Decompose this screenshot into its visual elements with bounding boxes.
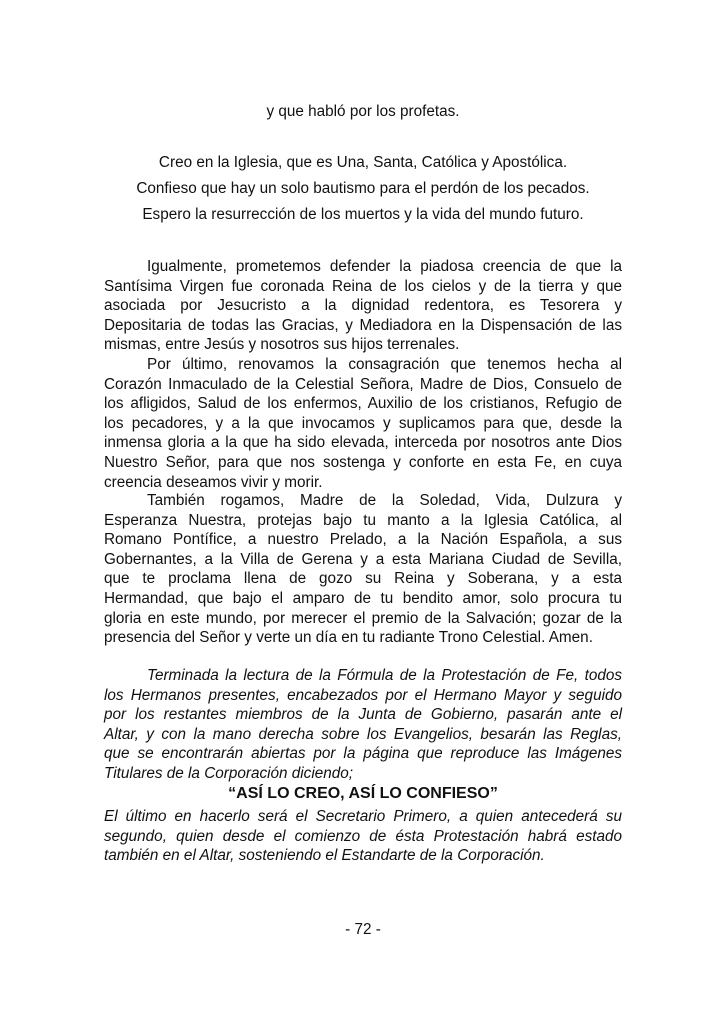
text-line: Depositaria de todas las Gracias, y Mediadora en la Dispensación de las — [104, 316, 622, 334]
text-line: Santísima Virgen fue coronada Reina de los cielos y de la tierra y que — [104, 277, 622, 295]
text-line: que te proclama llena de gozo su Reina y Soberana, y a esta — [104, 570, 622, 588]
text-line: Igualmente, prometemos defender la piadosa creencia de que la — [147, 258, 622, 275]
text-line: también en el Altar, sosteniendo el Estandarte de la Corporación. — [104, 847, 545, 865]
text-line: El último en hacerlo será el Secretario Primero, a quien antecederá su — [104, 808, 622, 825]
text-line: inmensa gloria a la que ha sido elevada, interceda por nosotros ante Dios — [104, 434, 622, 452]
text-line: Por último, renovamos la consagración que tenemos hecha al — [147, 356, 622, 373]
text-line: segundo, quien desde el comienzo de ésta Protestación habrá estado — [104, 827, 622, 845]
text-line: mismas, entre Jesús y nosotros sus hijos terrenales. — [104, 336, 460, 354]
document-page — [104, 0, 622, 1024]
paragraph-petition — [104, 491, 622, 648]
text-line: los pecadores, y a la que invocamos y suplicamos para que, desde la — [104, 414, 622, 432]
text-line: Titulares de la Corporación diciendo; — [104, 764, 354, 782]
text-line: Esperanza Nuestra, protejas bajo tu manto a la Iglesia Católica, al — [104, 511, 622, 529]
text-line: Corazón Inmaculado de la Celestial Señora, Madre de Dios, Consuelo de — [104, 375, 622, 393]
profession-heading: “ASÍ LO CREO, ASÍ LO CONFIESO” — [228, 785, 498, 802]
text-line: Nuestro Señor, para que nos sostenga y conforte en esta Fe, en cuya — [104, 453, 622, 471]
creed-line-4: Espero la resurrección de los muertos y la vida del mundo futuro. — [142, 206, 584, 223]
text-line: los afligidos, Salud de los enfermos, Auxilio de los cristianos, Refugio de — [104, 395, 622, 413]
text-line: por los restantes miembros de la Junta de Gobierno, pasarán ante el — [104, 706, 622, 724]
text-line: Terminada la lectura de la Fórmula de la Protestación de Fe, todos — [147, 667, 622, 684]
paragraph-marian-belief — [104, 257, 622, 355]
text-line: creencia deseamos vivir y morir. — [104, 473, 323, 491]
text-line: asociada por Jesucristo a la dignidad redentora, es Tesorera y — [104, 297, 622, 315]
text-line: También rogamos, Madre de la Soledad, Vida, Dulzura y — [147, 492, 622, 509]
creed-line-1: y que habló por los profetas. — [266, 103, 460, 120]
creed-line-3: Confieso que hay un solo bautismo para el perdón de los pecados. — [136, 180, 590, 197]
text-line: los Hermanos presentes, encabezados por el Hermano Mayor y seguido — [104, 686, 622, 704]
creed-line-2: Creo en la Iglesia, que es Una, Santa, Católica y Apostólica. — [158, 154, 568, 171]
text-line: Hermandad, que bajo el amparo de tu bendito amor, solo procura tu — [104, 589, 622, 607]
paragraph-consecration — [104, 355, 622, 492]
text-line: Gobernantes, a la Villa de Gerena y a esta Mariana Ciudad de Sevilla, — [104, 550, 622, 568]
page-number: - 72 - — [345, 921, 381, 938]
rubric-instructions — [104, 666, 622, 784]
text-line: Romano Pontífice, a nuestro Prelado, a la Nación Española, a sus — [104, 531, 622, 549]
rubric-closing — [104, 807, 622, 866]
text-line: Altar, y con la mano derecha sobre los Evangelios, besarán las Reglas, — [104, 725, 622, 743]
text-line: presencia del Señor y verte un día en tu radiante Trono Celestial. Amen. — [104, 629, 593, 647]
text-line: que se encontrarán abiertas por la página que reproduce las Imágenes — [104, 745, 622, 763]
text-line: gloria en este mundo, por merecer el premio de la Salvación; gozar de la — [104, 609, 622, 627]
